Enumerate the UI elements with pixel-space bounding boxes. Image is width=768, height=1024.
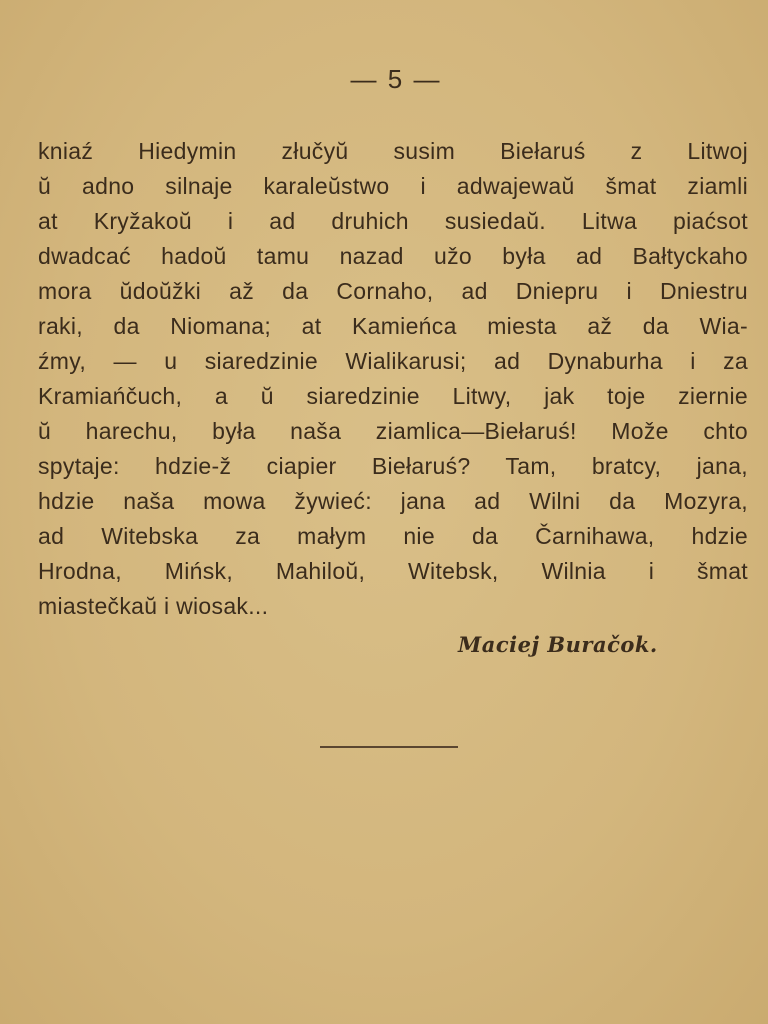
text-line: mora ŭdoŭžki až da Cornaho, ad Dniepru i Dniestru: [38, 278, 748, 304]
text-line: ŭ harechu, była naša ziamlica—Biełaruś! Može chto: [38, 418, 748, 444]
text-line: ŭ adno silnaje karaleŭstwo i adwajewaŭ šmat ziamli: [38, 173, 748, 199]
text-line: spytaje: hdzie-ž ciapier Biełaruś? Tam, bratcy, jana,: [38, 453, 748, 479]
text-line: kniaź Hiedymin złučyŭ susim Biełaruś z Litwoj: [38, 138, 748, 164]
body-text: [38, 134, 748, 624]
text-line: raki, da Niomana; at Kamieńca miesta až da Wia-: [38, 313, 748, 339]
section-divider: [320, 746, 458, 748]
text-line: miastečkaŭ i wiosak...: [38, 593, 269, 619]
text-line: Hrodna, Mińsk, Mahiloŭ, Witebsk, Wilnia i šmat: [38, 558, 748, 584]
text-line: hdzie naša mowa žywieć: jana ad Wilni da Mozyra,: [38, 488, 748, 514]
author-signature: Maciej Buračok.: [458, 632, 658, 657]
page-number: — 5 —: [350, 64, 442, 94]
text-line: ad Witebska za małym nie da Čarnihawa, hdzie: [38, 523, 748, 549]
text-line: źmy, — u siaredzinie Wialikarusi; ad Dynaburha i za: [38, 348, 748, 374]
text-line: dwadcać hadoŭ tamu nazad užo była ad Bałtyckaho: [38, 243, 748, 269]
text-line: at Kryžakoŭ i ad druhich susiedaŭ. Litwa piaćsot: [38, 208, 748, 234]
text-line: Kramiańčuch, a ŭ siaredzinie Litwy, jak toje ziernie: [38, 383, 748, 409]
